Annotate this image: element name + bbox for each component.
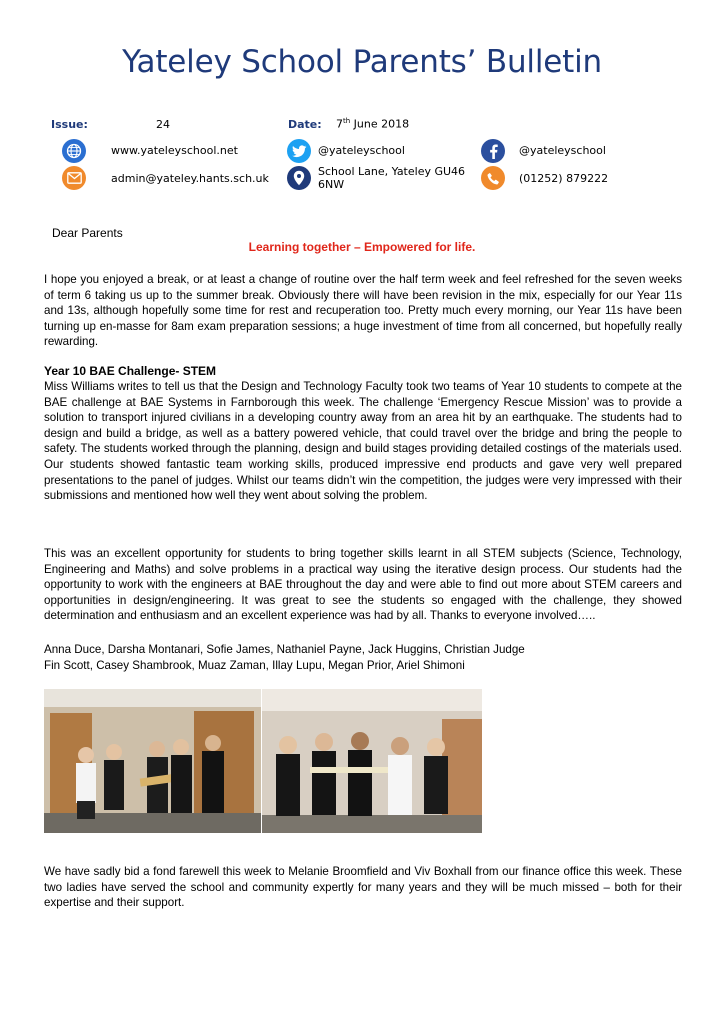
date-label: Date: [288, 118, 322, 131]
email-link[interactable]: admin@yateley.hants.sch.uk [111, 172, 269, 185]
issue-value: 24 [156, 118, 170, 131]
team-photo-2 [262, 689, 482, 833]
school-motto: Learning together – Empowered for life. [248, 240, 476, 254]
website-link[interactable]: www.yateleyschool.net [111, 144, 238, 157]
salutation: Dear Parents [52, 226, 123, 240]
facebook-icon [481, 139, 505, 163]
twitter-handle[interactable]: @yateleyschool [318, 144, 405, 157]
phone-icon [481, 166, 505, 190]
issue-label: Issue: [51, 118, 88, 131]
team-photo-1 [44, 689, 261, 833]
student-names-2: Fin Scott, Casey Shambrook, Muaz Zaman, Illay Lupu, Megan Prior, Ariel Shimoni [44, 659, 465, 672]
student-names-1: Anna Duce, Darsha Montanari, Sofie James, Nathaniel Payne, Jack Huggins, Christian Judge [44, 643, 525, 656]
stem-heading: Year 10 BAE Challenge- STEM [44, 364, 217, 378]
stem-paragraph-1: Miss Williams writes to tell us that the Design and Technology Faculty took two teams of Year 10 students to compete at the BAE challenge at BAE Systems in Farnborough this week. The challenge ‘Emergency Rescue Mission’ was to provide a solution to transport injured civilians in a developing country away from an area hit by an earthquake. The students had to design and build a bridge, as well as a battery powered vehicle, that could travel over the bridge and bring the people to safety. The students worked through the planning, design and build stages providing detailed costings of the materials used. Our students showed fantastic team working skills, produced impressive end products and gave very well prepared presentations to the panel of judges. Whilst our teams didn’t win the competition, the judges were very impressed with their submissions and mentioned how well they went about solving the problem. [44, 380, 682, 503]
location-pin-icon [287, 166, 311, 190]
intro-paragraph: I hope you enjoyed a break, or at least a change of routine over the half term week and feel refreshed for the seven weeks of term 6 taking us up to the summer break. Obviously there will have been revision in the mix, especially for our Year 11s and 13s, although hopefully some time for rest and recuperation too. Pretty much every morning, our Year 11s have been turning up en-masse for 8am exam preparation sessions; a huge investment of time from all concerned, but hopefully really rewarding. [44, 273, 682, 349]
date-value: 7th June 2018 [336, 117, 410, 131]
farewell-paragraph: We have sadly bid a fond farewell this week to Melanie Broomfield and Viv Boxhall from our finance office this week. These two ladies have served the school and community expertly for many years and they will be much missed – both for their expertise and their support. [44, 865, 682, 910]
facebook-handle[interactable]: @yateleyschool [519, 144, 606, 157]
school-address: School Lane, Yateley GU46 6NW [318, 165, 466, 191]
phone-number[interactable]: (01252) 879222 [519, 172, 609, 185]
email-icon [62, 166, 86, 190]
globe-icon [62, 139, 86, 163]
stem-paragraph-2: This was an excellent opportunity for students to bring together skills learnt in all STEM subjects (Science, Technology, Engineering and Maths) and solve problems in a practical way using the iterative design process. Our students had the opportunity to work with the engineers at BAE throughout the day and were able to find out more about STEM careers and opportunities in design/engineering. It was great to see the students so engaged with the challenge, they showed determination and enthusiasm and an excellent experience was had by all. Thanks to everyone involved….. [44, 547, 682, 623]
bulletin-title: Yateley School Parents’ Bulletin [122, 44, 602, 80]
twitter-icon [287, 139, 311, 163]
